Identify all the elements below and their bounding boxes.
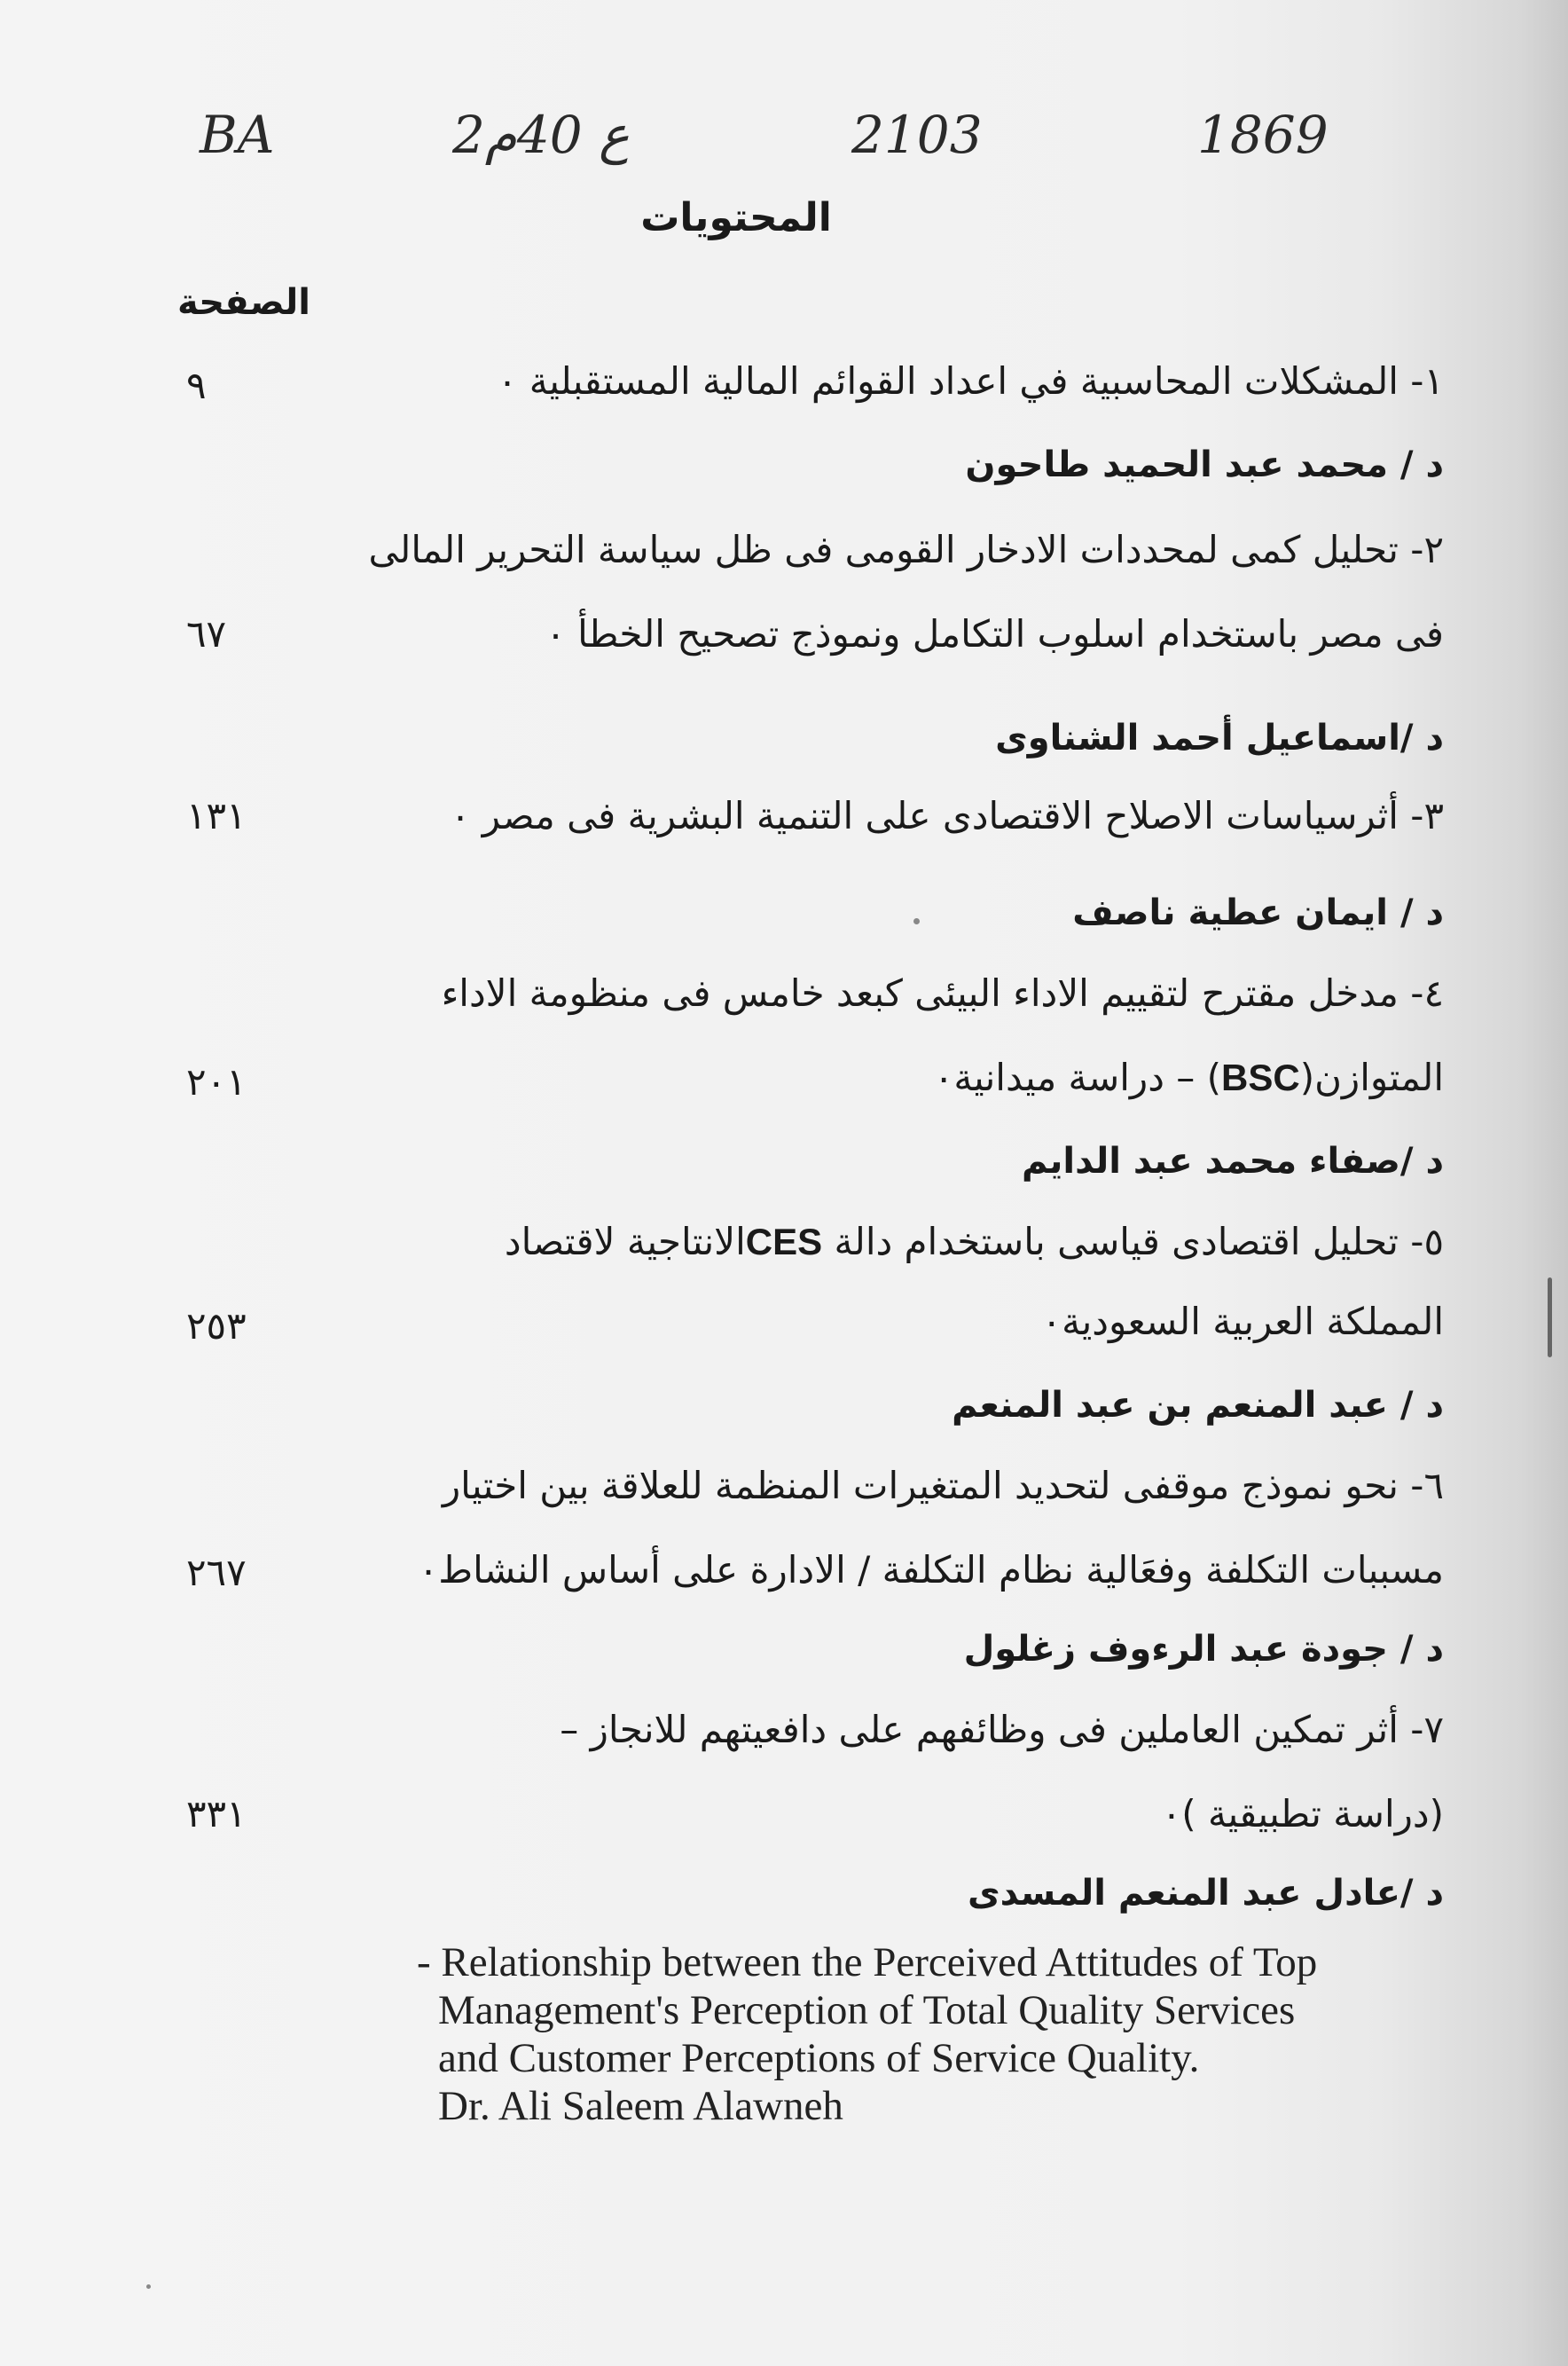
toc-entry-4-line-1: ٤- مدخل مقترح لتقييم الاداء البيئى كبعد خامس فى منظومة الاداء: [441, 971, 1444, 1015]
scan-speck: [913, 918, 920, 924]
handwritten-note: 1869: [1197, 105, 1329, 165]
toc-entry-2-line-2: فى مصر باستخدام اسلوب التكامل ونموذج تصحيح الخطأ ٠: [545, 612, 1444, 656]
handwritten-note: BA: [200, 105, 275, 165]
toc-entry-7-page: ٣٣١: [186, 1792, 247, 1835]
toc-entry-3-page: ١٣١: [186, 794, 247, 837]
english-entry-author: Dr. Ali Saleem Alawneh: [438, 2083, 843, 2130]
handwritten-note: 2ع 40م: [452, 105, 630, 165]
toc-entry-4-page: ٢٠١: [186, 1060, 247, 1104]
toc-entry-5-page: ٢٥٣: [186, 1304, 247, 1348]
toc-entry-4-line-2-text: المتوازن(: [1299, 1056, 1444, 1099]
toc-entry-2-line-1: ٢- تحليل كمى لمحددات الادخار القومى فى ظل سياسة التحرير المالى: [368, 528, 1444, 571]
toc-entry-5-line-1-text: الانتاجية لاقتصاد: [504, 1220, 746, 1263]
toc-entry-1-page: ٩: [186, 364, 207, 407]
scan-speck: [1548, 1277, 1552, 1357]
toc-entry-6-page: ٢٦٧: [186, 1551, 247, 1594]
toc-entry-3-line-1: ٣- أثرسياسات الاصلاح الاقتصادى على التنمية البشرية فى مصر ٠: [450, 794, 1444, 837]
toc-entry-6-author: د / جودة عبد الرءوف زغلول: [963, 1629, 1444, 1670]
toc-entry-4-line-2: [291, 1056, 1444, 1100]
toc-entry-4-author: د /صفاء محمد عبد الدايم: [1022, 1141, 1444, 1182]
ces-acronym: CES: [745, 1221, 823, 1262]
toc-entry-3-author: د / ايمان عطية ناصف: [1072, 892, 1444, 933]
toc-entry-5-line-1: [291, 1220, 1444, 1264]
toc-entry-7-author: د /عادل عبد المنعم المسدى: [967, 1873, 1444, 1914]
toc-entry-7-line-2: (دراسة تطبيقية )٠: [1161, 1792, 1444, 1835]
english-entry: [417, 1938, 1481, 2130]
scan-speck: [146, 2284, 151, 2289]
toc-entry-2-author: د /اسماعيل أحمد الشناوى: [995, 718, 1444, 759]
toc-entry-7-line-1: ٧- أثر تمكين العاملين فى وظائفهم على دافعيتهم للانجاز –: [560, 1708, 1444, 1751]
toc-entry-5-author: د / عبد المنعم بن عبد المنعم: [952, 1385, 1444, 1426]
english-entry-line: - Relationship between the Perceived Attitudes of Top: [417, 1939, 1318, 1985]
english-entry-line: Management's Perception of Total Quality Services: [438, 1987, 1296, 2034]
page-title: المحتويات: [640, 195, 832, 240]
english-entry-line: and Customer Perceptions of Service Quality.: [438, 2035, 1200, 2082]
toc-entry-6-line-1: ٦- نحو نموذج موقفى لتحديد المتغيرات المنظمة للعلاقة بين اختيار: [442, 1464, 1444, 1507]
bsc-acronym: BSC: [1221, 1057, 1300, 1098]
toc-entry-4-line-2-text: ) – دراسة ميدانية٠: [933, 1056, 1221, 1099]
handwritten-note: 2103: [851, 105, 983, 165]
toc-entry-2-page: ٦٧: [186, 612, 227, 656]
page-column-header: الصفحة: [176, 282, 310, 323]
toc-entry-1-line-1: ١- المشكلات المحاسبية في اعداد القوائم المالية المستقبلية ٠: [497, 359, 1444, 403]
toc-entry-5-line-1-text: ٥- تحليل اقتصادى قياسى باستخدام دالة: [822, 1220, 1444, 1263]
toc-entry-1-author: د / محمد عبد الحميد طاحون: [965, 444, 1444, 485]
toc-entry-5-line-2: المملكة العربية السعودية٠: [1041, 1300, 1444, 1343]
toc-entry-6-line-2: مسببات التكلفة وفعَالية نظام التكلفة / الادارة على أساس النشاط٠: [418, 1548, 1444, 1592]
